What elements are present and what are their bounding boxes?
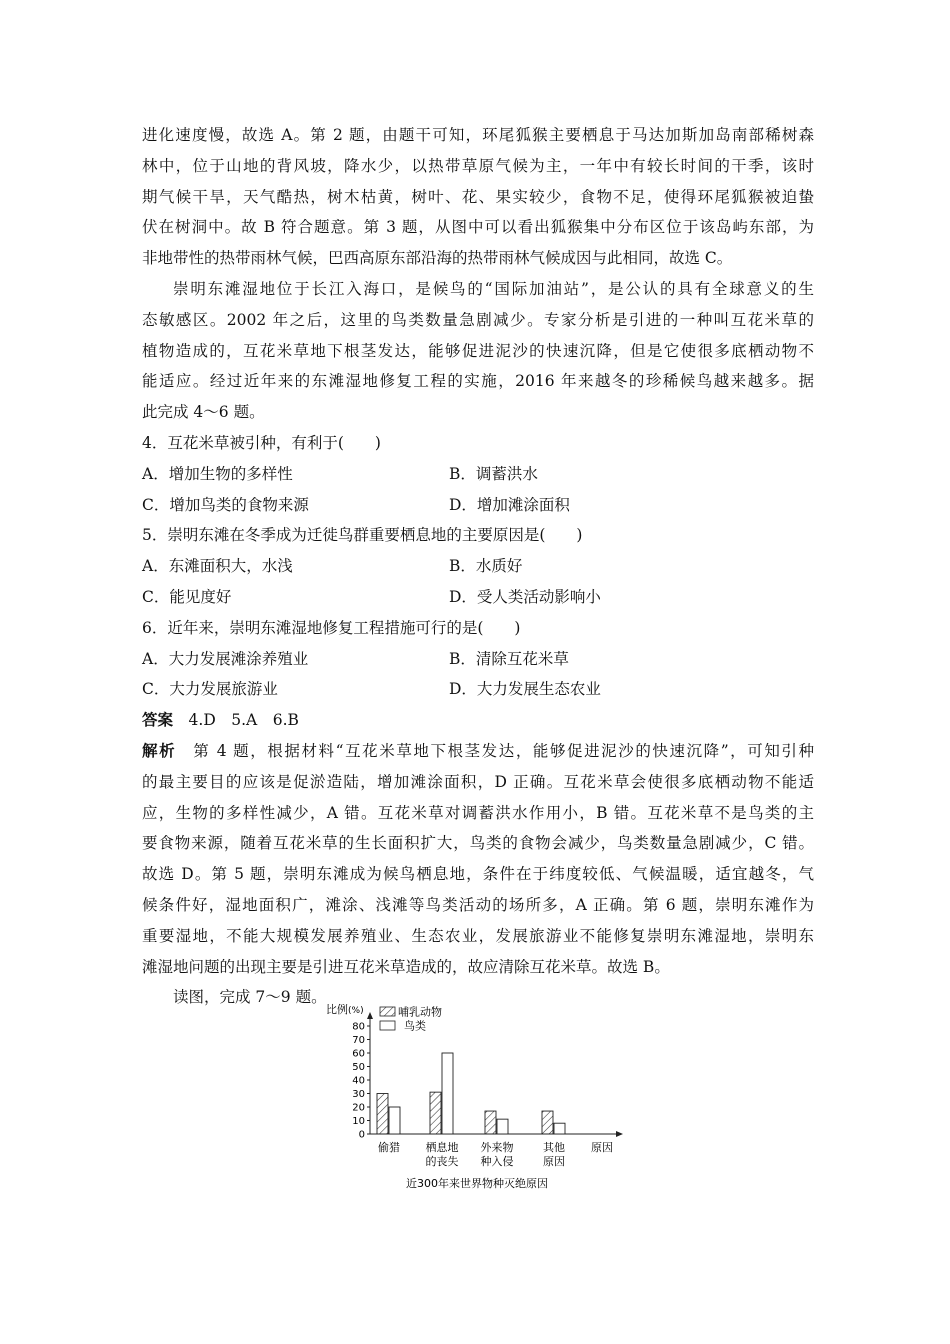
option-row bbox=[142, 490, 814, 521]
x-tick-label: 其他 bbox=[543, 1141, 565, 1154]
bar-mammal bbox=[430, 1092, 441, 1134]
x-tick-label: 种入侵 bbox=[480, 1155, 514, 1168]
analysis-line: 应，生物的多样性减少，A 错。互花米草对调蓄洪水作用小，B 错。互花米草不是鸟类的主 bbox=[142, 803, 814, 822]
paragraph-material-chongming bbox=[142, 274, 814, 428]
x-tick-label: 原因 bbox=[543, 1155, 565, 1168]
question-option: A．大力发展滩涂养殖业 bbox=[142, 649, 309, 668]
para2-line: 态敏感区。2002 年之后，这里的鸟类数量急剧减少。专家分析是引进的一种叫互花米草的 bbox=[142, 310, 814, 329]
option-row bbox=[142, 459, 814, 490]
question-list bbox=[142, 428, 814, 705]
analysis-block bbox=[142, 736, 814, 982]
question-stem: 4．互花米草被引种，有利于( ) bbox=[142, 433, 381, 452]
option-row bbox=[142, 644, 814, 675]
y-axis-arrow bbox=[367, 1012, 373, 1019]
para1-line: 进化速度慢，故选 A。第 2 题，由题干可知，环尾狐猴主要栖息于马达加斯加岛南部稀树森 bbox=[142, 126, 814, 144]
legend-swatch-mammal bbox=[380, 1007, 395, 1016]
question-stem: 5．崇明东滩在冬季成为迁徙鸟群重要栖息地的主要原因是( ) bbox=[142, 526, 583, 545]
analysis-first-text: 第 4 题，根据材料“互花米草地下根茎发达，能够促进泥沙的快速沉降”，可知引种 bbox=[193, 741, 814, 760]
option-row bbox=[142, 674, 814, 705]
analysis-line: 要食物来源，随着互花米草的生长面积扩大，鸟类的食物会减少，鸟类数量急剧减少，C 错。 bbox=[142, 834, 814, 853]
analysis-line: 的最主要目的应该是促淤造陆，增加滩涂面积，D 正确。互花米草会使很多底栖动物不能适 bbox=[142, 772, 814, 791]
question-option: C．大力发展旅游业 bbox=[142, 680, 278, 699]
option-row bbox=[142, 582, 814, 613]
read-prompt: 读图，完成 7～9 题。 bbox=[173, 988, 327, 1007]
analysis-first-line bbox=[142, 736, 814, 767]
bar-bird bbox=[554, 1123, 565, 1134]
x-tick-label: 外来物 bbox=[480, 1141, 514, 1154]
y-tick-label: 0 bbox=[358, 1129, 365, 1141]
question-option: B．清除互花米草 bbox=[449, 649, 569, 668]
question-stem: 6．近年来，崇明东滩湿地修复工程措施可行的是( ) bbox=[142, 618, 521, 637]
para1-line: 期气候干旱，天气酷热，树木枯黄，树叶、花、果实较少，食物不足，使得环尾狐猴被迫蛰 bbox=[142, 187, 814, 206]
question-option: C．能见度好 bbox=[142, 587, 232, 606]
question-option: C．增加鸟类的食物来源 bbox=[142, 495, 309, 514]
y-tick-label: 30 bbox=[352, 1089, 365, 1100]
x-tick-label: 栖息地 bbox=[425, 1141, 459, 1154]
question-option: A．增加生物的多样性 bbox=[142, 464, 293, 483]
question-option: D．大力发展生态农业 bbox=[449, 680, 601, 699]
question-option: A．东滩面积大，水浅 bbox=[142, 557, 293, 576]
question-option: B．调蓄洪水 bbox=[449, 464, 538, 483]
question-option: D．增加滩涂面积 bbox=[449, 495, 570, 514]
paragraph-explanation-1-3 bbox=[142, 120, 814, 274]
legend-label-bird: 鸟类 bbox=[404, 1019, 426, 1033]
x-tick-label: 偷猎 bbox=[378, 1141, 400, 1154]
y-tick-label: 10 bbox=[352, 1116, 365, 1127]
bar-bird bbox=[442, 1053, 453, 1134]
option-row bbox=[142, 551, 814, 582]
y-axis-unit: (%) bbox=[348, 1006, 364, 1016]
y-tick-label: 50 bbox=[352, 1062, 365, 1073]
y-tick-label: 80 bbox=[352, 1021, 365, 1033]
y-tick-label: 60 bbox=[352, 1048, 365, 1060]
bar-bird bbox=[497, 1119, 508, 1134]
para2-line: 崇明东滩湿地位于长江入海口，是候鸟的“国际加油站”，是公认的具有全球意义的生 bbox=[173, 279, 814, 298]
y-tick-label: 20 bbox=[352, 1102, 365, 1114]
answer-line bbox=[142, 705, 814, 736]
para2-line: 植物造成的，互花米草地下根茎发达，能够促进泥沙的快速沉降，但是它使很多底栖动物不 bbox=[142, 341, 814, 360]
x-axis-arrow bbox=[616, 1131, 623, 1137]
analysis-line: 候条件好，湿地面积广，滩涂、浅滩等鸟类活动的场所多，A 正确。第 6 题，崇明东滩作为 bbox=[142, 895, 814, 914]
question-option: B．水质好 bbox=[449, 557, 523, 576]
bar-mammal bbox=[542, 1111, 553, 1134]
analysis-line: 故选 D。第 5 题，崇明东滩成为候鸟栖息地，条件在于纬度较低、气候温暖，适宜越冬，气 bbox=[142, 865, 814, 884]
x-tick-label: 的丧失 bbox=[425, 1155, 459, 1168]
analysis-line: 滩湿地问题的出现主要是引进互花米草造成的，故应清除互花米草。故选 B。 bbox=[142, 957, 670, 976]
para2-line: 此完成 4～6 题。 bbox=[142, 403, 265, 422]
analysis-label: 解析 bbox=[142, 740, 177, 760]
answer-label: 答案 bbox=[142, 710, 174, 730]
para1-line: 林中，位于山地的背风坡，降水少，以热带草原气候为主，一年中有较长时间的干季，该时 bbox=[142, 156, 814, 175]
para1-line: 非地带性的热带雨林气候，巴西高原东部沿海的热带雨林气候成因与此相同，故选 C。 bbox=[142, 249, 733, 268]
page-content bbox=[142, 120, 814, 1013]
bar-mammal bbox=[485, 1111, 496, 1134]
analysis-lines bbox=[142, 767, 814, 983]
y-tick-label: 40 bbox=[352, 1075, 365, 1087]
chart-title: 近300年来世界物种灭绝原因 bbox=[406, 1177, 548, 1190]
x-axis-label: 原因 bbox=[591, 1141, 613, 1154]
answer-text: 4.D 5.A 6.B bbox=[188, 711, 299, 730]
y-tick-label: 70 bbox=[352, 1035, 365, 1046]
para1-line: 伏在树洞中。故 B 符合题意。第 3 题，从图中可以看出狐猴集中分布区位于该岛屿东部，为 bbox=[142, 218, 814, 237]
legend-swatch-bird bbox=[380, 1021, 395, 1030]
para2-line: 能适应。经过近年来的东滩湿地修复工程的实施，2016 年来越冬的珍稀候鸟越来越多。据 bbox=[142, 372, 814, 391]
question-option: D．受人类活动影响小 bbox=[449, 587, 601, 606]
extinction-bar-chart bbox=[322, 1000, 632, 1200]
bar-mammal bbox=[377, 1094, 388, 1135]
analysis-line: 重要湿地，不能大规模发展养殖业、生态农业，发展旅游业不能修复崇明东滩湿地，崇明东 bbox=[142, 926, 814, 945]
y-axis-label: 比例 bbox=[326, 1003, 348, 1016]
legend-label-mammal: 哺乳动物 bbox=[398, 1005, 442, 1019]
bar-bird bbox=[389, 1107, 400, 1134]
